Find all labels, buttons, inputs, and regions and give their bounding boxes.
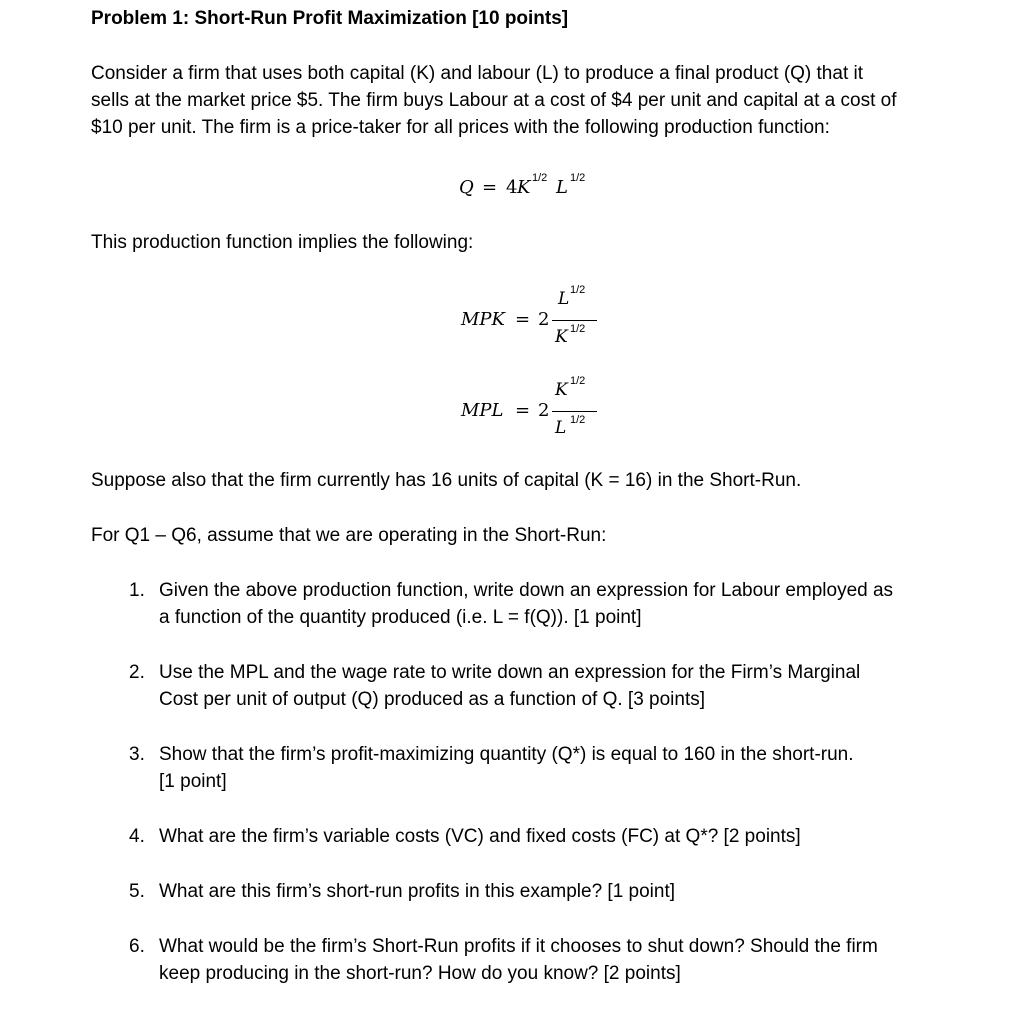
mpl-lhs: MPL [461, 400, 504, 421]
question-number: 3. [129, 744, 145, 765]
question-number: 1. [129, 580, 145, 601]
mpk-equals: = [515, 309, 531, 330]
intro-line-1: Consider a firm that uses both capital (K) and labour (L) to produce a final product (Q) that it [91, 63, 863, 84]
mpl-den-exp: 1/2 [570, 414, 586, 426]
question-text-line: Use the MPL and the wage rate to write down an expression for the Firm’s Marginal [159, 662, 861, 683]
question-text-line: a function of the quantity produced (i.e. L = f(Q)). [1 point] [159, 607, 642, 628]
mpk-num-exp: 1/2 [570, 284, 586, 296]
mpk-fraction-bar [552, 320, 597, 321]
mpl-coef: 2 [538, 400, 550, 421]
pf-var-k: K [517, 177, 531, 198]
mpk-coef: 2 [538, 309, 550, 330]
question-text-line: What would be the firm’s Short-Run profits if it chooses to shut down? Should the firm [159, 936, 878, 957]
question-number: 6. [129, 936, 145, 957]
question-number: 2. [129, 662, 145, 683]
pf-var-l: L [556, 177, 568, 198]
question-text-line: Given the above production function, write down an expression for Labour employed as [159, 580, 894, 601]
pf-coef: 4 [506, 177, 518, 198]
question-text-line: What are the firm’s variable costs (VC) and fixed costs (FC) at Q*? [2 points] [159, 826, 801, 847]
question-text-line: Cost per unit of output (Q) produced as a function of Q. [3 points] [159, 689, 706, 710]
question-text-line: keep producing in the short-run? How do you know? [2 points] [159, 963, 681, 984]
mpl-numerator: K [555, 380, 568, 400]
assume-text: For Q1 – Q6, assume that we are operating in the Short-Run: [91, 525, 607, 546]
intro-line-3: $10 per unit. The firm is a price-taker for all prices with the following production function: [91, 117, 830, 138]
pf-equals: = [482, 177, 498, 198]
problem-title: Problem 1: Short-Run Profit Maximization [10 points] [91, 8, 569, 29]
question-number: 5. [129, 881, 145, 902]
question-text-line: Show that the firm’s profit-maximizing quantity (Q*) is equal to 160 in the short-run. [159, 744, 854, 765]
mpl-denominator: L [555, 418, 567, 438]
implies-text: This production function implies the following: [91, 232, 474, 253]
intro-line-2: sells at the market price $5. The firm buys Labour at a cost of $4 per unit and capital at a cost of [91, 90, 897, 111]
question-text-line: [1 point] [159, 771, 227, 792]
mpl-fraction-bar [552, 411, 597, 412]
mpk-denominator: K [555, 327, 568, 347]
capital-text: Suppose also that the firm currently has 16 units of capital (K = 16) in the Short-Run. [91, 470, 802, 491]
mpk-den-exp: 1/2 [570, 323, 586, 335]
mpl-num-exp: 1/2 [570, 375, 586, 387]
question-text-line: What are this firm’s short-run profits in this example? [1 point] [159, 881, 676, 902]
question-number: 4. [129, 826, 145, 847]
mpk-lhs: MPK [461, 309, 505, 330]
mpl-equals: = [515, 400, 531, 421]
pf-exp-k: 1/2 [532, 172, 548, 184]
pf-lhs: Q [459, 177, 474, 198]
pf-exp-l: 1/2 [570, 172, 586, 184]
mpk-numerator: L [558, 289, 570, 309]
